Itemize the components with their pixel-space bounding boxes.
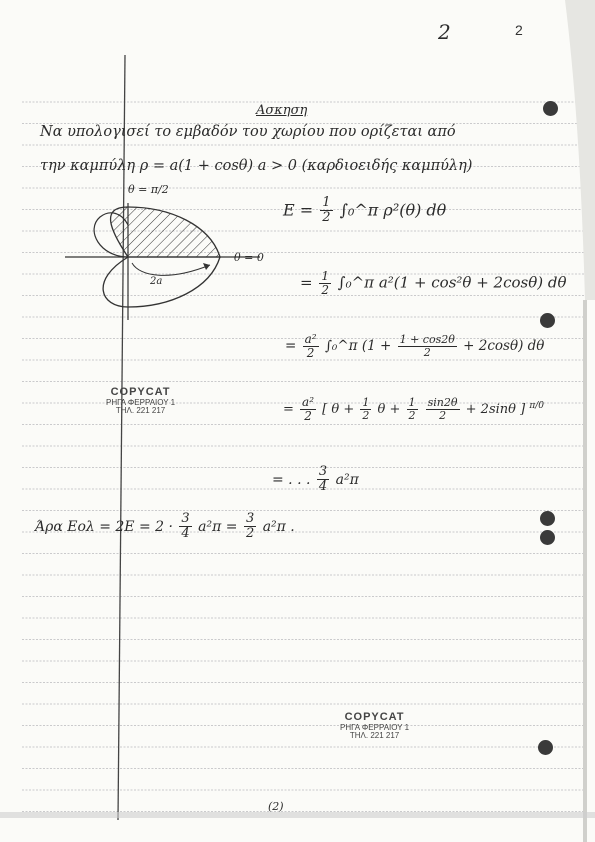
binder-hole (538, 740, 553, 755)
exercise-title: Ασκηση (256, 103, 308, 118)
copycat-stamp: COPYCAT ΡΗΓΑ ΦΕΡΡΑΙΟΥ 1 ΤΗΛ. 221 217 (106, 386, 176, 415)
solution-step-1: E = $\frac{1}{2}$ ∫₀^π ρ²(θ) dθ (283, 195, 447, 226)
binder-hole (540, 313, 555, 328)
page-binding-shadow (565, 0, 595, 300)
solution-step-4: = $\frac{\text{a²}}{2}$ [ θ + $\frac{1}{2}$ θ + $\frac{1}{2}$ $\frac{\sin 2\theta}{2}$ + 2sinθ ] $^{\pi/0}$ (283, 395, 545, 424)
label-theta-pi-over-2: θ = π/2 (128, 183, 169, 196)
solution-step-3: = $\frac{\text{a²}}{2}$ ∫₀^π (1 + $\frac{1 + \cos 2\theta}{2}$ + 2cosθ) dθ (285, 332, 545, 361)
binder-hole (543, 101, 558, 116)
final-result: Άρα Eολ = 2E = 2 · $\frac{3}{4}$ a²π = $\frac{3}{2}$ a²π . (35, 511, 295, 542)
binder-hole (540, 511, 555, 526)
solution-step-5: = . . . $\frac{3}{4}$ a²π (272, 464, 359, 495)
label-2a: 2a (150, 276, 163, 287)
handwritten-page-number: 2 (438, 20, 451, 44)
footer-page-mark: (2) (268, 800, 284, 813)
printed-page-number: 2 (515, 22, 523, 38)
label-theta-zero: θ = 0 (234, 251, 264, 264)
problem-line-1: Να υπολογισεί το εμβαδόν του χωρίου που ορίζεται από (40, 124, 456, 140)
problem-line-2: την καμπύλη ρ = a(1 + cosθ) a > 0 (καρδιοειδής καμπύλη) (40, 158, 473, 174)
copycat-stamp: COPYCAT ΡΗΓΑ ΦΕΡΡΑΙΟΥ 1 ΤΗΛ. 221 217 (340, 711, 410, 740)
binder-hole (540, 530, 555, 545)
solution-step-2: = $\frac{1}{2}$ ∫₀^π a²(1 + cos²θ + 2cosθ) dθ (300, 269, 567, 298)
shaded-upper-half (111, 207, 220, 257)
